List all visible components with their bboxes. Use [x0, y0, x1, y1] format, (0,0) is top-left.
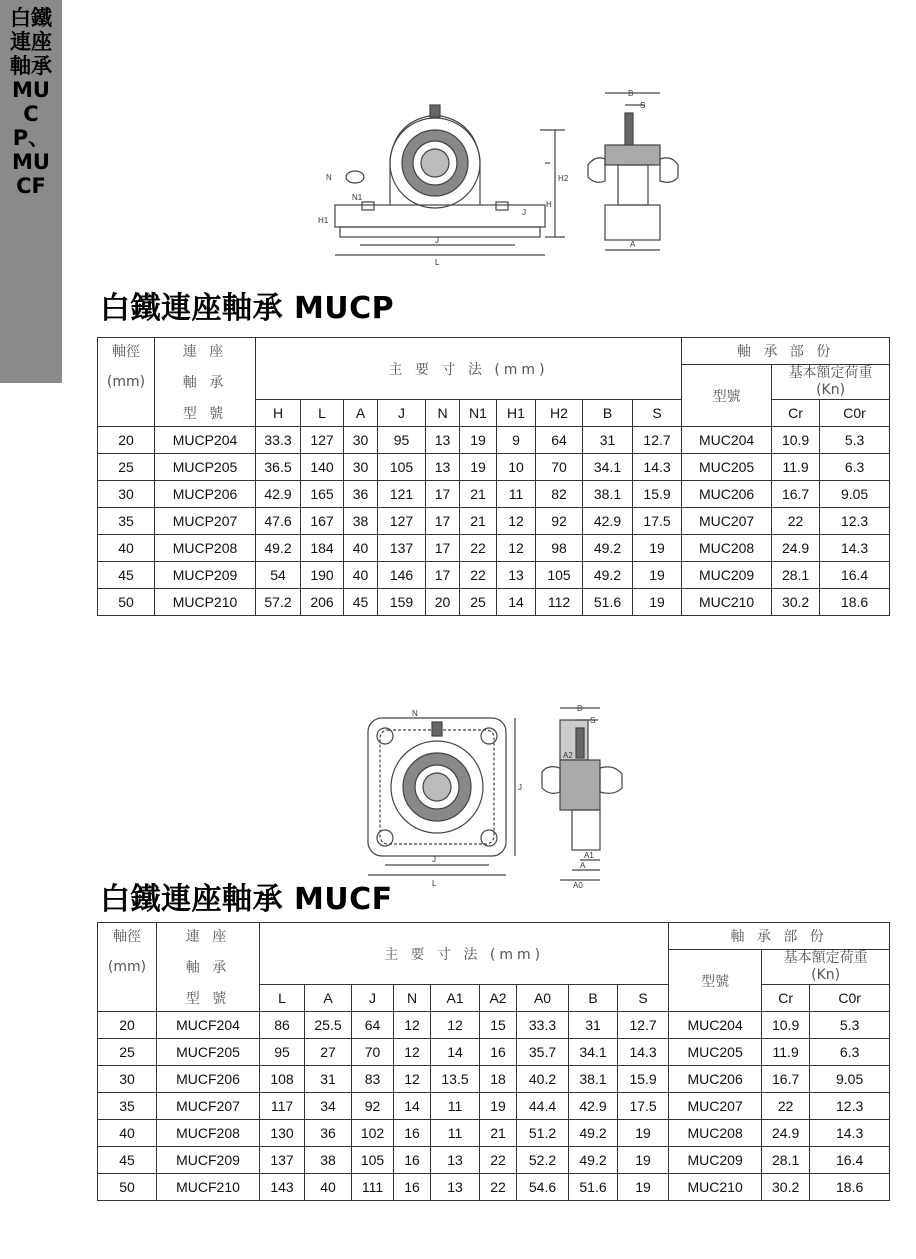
cell: 38 — [305, 1147, 352, 1174]
col-cr: Cr — [762, 985, 810, 1012]
cell: 12.7 — [633, 427, 682, 454]
cell: 14.3 — [820, 535, 890, 562]
cell: 19 — [480, 1093, 517, 1120]
cell: MUCP207 — [155, 508, 256, 535]
cell: 13 — [497, 562, 536, 589]
cell: MUCF207 — [157, 1093, 260, 1120]
cell: 11 — [431, 1093, 480, 1120]
col-s: S — [633, 400, 682, 427]
cell: 45 — [344, 589, 378, 616]
cell: 20 — [98, 1012, 157, 1039]
mucp-label-s: S — [640, 101, 646, 110]
cell: 127 — [378, 508, 426, 535]
mucp-label-a: A — [630, 240, 636, 249]
mucf-label-b: B — [577, 704, 583, 713]
cell: 49.2 — [583, 562, 633, 589]
cell: 10.9 — [762, 1012, 810, 1039]
mucf-label-s: S — [590, 716, 596, 725]
cell: 184 — [301, 535, 344, 562]
cell: 14 — [431, 1039, 480, 1066]
cell: 52.2 — [517, 1147, 569, 1174]
cell: 51.6 — [583, 589, 633, 616]
cell: 45 — [98, 1147, 157, 1174]
cell: 31 — [305, 1066, 352, 1093]
cell: MUC206 — [669, 1066, 762, 1093]
cell: 143 — [260, 1174, 305, 1201]
cell: 40 — [98, 1120, 157, 1147]
cell: 13 — [431, 1174, 480, 1201]
table-row — [98, 1093, 890, 1120]
cell: 9.05 — [820, 481, 890, 508]
cell: 127 — [301, 427, 344, 454]
cell: 22 — [772, 508, 820, 535]
mucf-label-l: L — [432, 879, 437, 888]
cell: 12.7 — [618, 1012, 669, 1039]
cell: 19 — [633, 589, 682, 616]
col-n1: N1 — [460, 400, 497, 427]
cell: MUCP204 — [155, 427, 256, 454]
col-l: L — [301, 400, 344, 427]
cell: 40 — [98, 535, 155, 562]
col-a: A — [344, 400, 378, 427]
cell: 51.2 — [517, 1120, 569, 1147]
cell: 112 — [536, 589, 583, 616]
cell: 44.4 — [517, 1093, 569, 1120]
cell: 6.3 — [820, 454, 890, 481]
table-row — [98, 1039, 890, 1066]
header-bearing-no: 型號 — [669, 950, 762, 1012]
cell: 20 — [426, 589, 460, 616]
cell: 11.9 — [772, 454, 820, 481]
cell: 17 — [426, 481, 460, 508]
cell: 15.9 — [633, 481, 682, 508]
cell: MUC209 — [682, 562, 772, 589]
mucp-spec-table — [97, 337, 890, 616]
cell: 12 — [394, 1039, 431, 1066]
cell: 18.6 — [810, 1174, 890, 1201]
cell: MUC205 — [682, 454, 772, 481]
cell: 35.7 — [517, 1039, 569, 1066]
cell: 22 — [480, 1174, 517, 1201]
cell: 31 — [569, 1012, 618, 1039]
cell: 82 — [536, 481, 583, 508]
cell: 5.3 — [810, 1012, 890, 1039]
cell: 16.7 — [772, 481, 820, 508]
load-rating-label: 基本額定荷重 — [783, 950, 868, 966]
cell: 14 — [497, 589, 536, 616]
mucf-label-a1: A1 — [584, 851, 594, 860]
cell: 28.1 — [772, 562, 820, 589]
cell: 105 — [536, 562, 583, 589]
cell: 19 — [460, 427, 497, 454]
cell: 17.5 — [633, 508, 682, 535]
header-unit: (mm) — [98, 365, 155, 400]
col-a: A — [305, 985, 352, 1012]
cell: 95 — [260, 1039, 305, 1066]
cell: 45 — [98, 562, 155, 589]
cell: 137 — [260, 1147, 305, 1174]
cell: MUCF206 — [157, 1066, 260, 1093]
cell: 42.9 — [583, 508, 633, 535]
cell: 40 — [344, 535, 378, 562]
cell: 5.3 — [820, 427, 890, 454]
header-model-l2: 軸 承 — [155, 365, 256, 400]
cell: 137 — [378, 535, 426, 562]
cell: MUCF210 — [157, 1174, 260, 1201]
cell: 24.9 — [762, 1120, 810, 1147]
cell: 108 — [260, 1066, 305, 1093]
cell: 20 — [98, 427, 155, 454]
table-row — [98, 562, 890, 589]
cell: 13 — [426, 427, 460, 454]
table-row — [98, 427, 890, 454]
cell: 38 — [344, 508, 378, 535]
cell: 35 — [98, 508, 155, 535]
cell: 38.1 — [569, 1066, 618, 1093]
cell: 16.4 — [810, 1147, 890, 1174]
cell: 27 — [305, 1039, 352, 1066]
side-tab — [0, 0, 62, 383]
col-n: N — [426, 400, 460, 427]
cell: 19 — [618, 1120, 669, 1147]
header-model-l1: 連 座 — [155, 338, 256, 365]
mucp-drawing — [300, 85, 690, 270]
cell: 11.9 — [762, 1039, 810, 1066]
cell: 95 — [378, 427, 426, 454]
col-b: B — [583, 400, 633, 427]
mucf-label-a2: A2 — [563, 751, 573, 760]
header-bearing-no: 型號 — [682, 365, 772, 427]
cell: MUCP206 — [155, 481, 256, 508]
cell: 105 — [352, 1147, 394, 1174]
cell: 33.3 — [256, 427, 301, 454]
cell: 17 — [426, 562, 460, 589]
cell: 30 — [98, 1066, 157, 1093]
cell: 102 — [352, 1120, 394, 1147]
cell: 14.3 — [618, 1039, 669, 1066]
cell: 165 — [301, 481, 344, 508]
cell: 40.2 — [517, 1066, 569, 1093]
cell: 16 — [394, 1120, 431, 1147]
cell: MUC204 — [682, 427, 772, 454]
cell: 206 — [301, 589, 344, 616]
cell: 30 — [344, 427, 378, 454]
cell: 117 — [260, 1093, 305, 1120]
cell: 111 — [352, 1174, 394, 1201]
cell: MUCF209 — [157, 1147, 260, 1174]
cell: 30 — [98, 481, 155, 508]
cell: 13 — [426, 454, 460, 481]
cell: 12 — [394, 1066, 431, 1093]
col-n: N — [394, 985, 431, 1012]
cell: 22 — [762, 1093, 810, 1120]
col-b: B — [569, 985, 618, 1012]
cell: 33.3 — [517, 1012, 569, 1039]
col-a0: A0 — [517, 985, 569, 1012]
table-row — [98, 1066, 890, 1093]
table-row — [98, 535, 890, 562]
col-a2: A2 — [480, 985, 517, 1012]
cell: 25.5 — [305, 1012, 352, 1039]
cell: 64 — [536, 427, 583, 454]
table-row — [98, 1120, 890, 1147]
table-row — [98, 1012, 890, 1039]
cell: 70 — [352, 1039, 394, 1066]
table-row — [98, 1174, 890, 1201]
cell: 34.1 — [569, 1039, 618, 1066]
cell: 12 — [497, 535, 536, 562]
cell: MUCP210 — [155, 589, 256, 616]
cell: 38.1 — [583, 481, 633, 508]
mucp-label-h1: H1 — [318, 216, 329, 225]
header-unit: (mm) — [98, 950, 157, 985]
cell: 22 — [460, 535, 497, 562]
cell: 11 — [431, 1120, 480, 1147]
mucp-label-n: N — [326, 173, 332, 182]
table-row — [98, 1147, 890, 1174]
cell: 25 — [98, 454, 155, 481]
cell: 19 — [618, 1174, 669, 1201]
cell: 16.7 — [762, 1066, 810, 1093]
cell: 167 — [301, 508, 344, 535]
cell: 42.9 — [569, 1093, 618, 1120]
cell: 19 — [633, 535, 682, 562]
cell: 25 — [460, 589, 497, 616]
cell: MUC205 — [669, 1039, 762, 1066]
cell: 22 — [480, 1147, 517, 1174]
cell: 42.9 — [256, 481, 301, 508]
cell: MUCP208 — [155, 535, 256, 562]
cell: MUC209 — [669, 1147, 762, 1174]
mucp-label-l: L — [435, 258, 440, 267]
cell: 54.6 — [517, 1174, 569, 1201]
mucp-label-j: J — [435, 236, 439, 245]
mucf-label-j: J — [432, 855, 436, 864]
header-shaft-dia: 軸徑 — [98, 923, 157, 950]
cell: 50 — [98, 589, 155, 616]
cell: 12.3 — [810, 1093, 890, 1120]
cell: 35 — [98, 1093, 157, 1120]
cell: 83 — [352, 1066, 394, 1093]
cell: 92 — [352, 1093, 394, 1120]
cell: 15 — [480, 1012, 517, 1039]
col-h2: H2 — [536, 400, 583, 427]
cell: MUC208 — [682, 535, 772, 562]
cell: 10.9 — [772, 427, 820, 454]
cell: 105 — [378, 454, 426, 481]
header-dims-title: 主 要 寸 法 (mm) — [256, 338, 682, 400]
cell: 49.2 — [583, 535, 633, 562]
cell: MUCF204 — [157, 1012, 260, 1039]
cell: 36 — [305, 1120, 352, 1147]
cell: 98 — [536, 535, 583, 562]
cell: MUC206 — [682, 481, 772, 508]
col-a1: A1 — [431, 985, 480, 1012]
cell: MUCP209 — [155, 562, 256, 589]
cell: 14.3 — [633, 454, 682, 481]
col-h: H — [256, 400, 301, 427]
cell: 16 — [480, 1039, 517, 1066]
cell: 6.3 — [810, 1039, 890, 1066]
header-model-l2: 軸 承 — [157, 950, 260, 985]
header-load-rating — [772, 365, 890, 400]
cell: 19 — [633, 562, 682, 589]
cell: 36 — [344, 481, 378, 508]
cell: 30.2 — [762, 1174, 810, 1201]
cell: 36.5 — [256, 454, 301, 481]
col-cr: Cr — [772, 400, 820, 427]
mucf-label-n: N — [412, 709, 418, 718]
cell: 17 — [426, 508, 460, 535]
cell: 12 — [497, 508, 536, 535]
cell: 40 — [305, 1174, 352, 1201]
header-dims-title: 主 要 寸 法 (mm) — [260, 923, 669, 985]
mucp-label-n1: N1 — [352, 193, 363, 202]
cell: 159 — [378, 589, 426, 616]
load-rating-unit: (Kn) — [811, 967, 841, 983]
cell: 57.2 — [256, 589, 301, 616]
cell: 12 — [431, 1012, 480, 1039]
cell: 16 — [394, 1174, 431, 1201]
cell: 51.6 — [569, 1174, 618, 1201]
load-rating-label: 基本額定荷重 — [788, 365, 873, 381]
mucf-drawing — [360, 700, 630, 890]
cell: MUCF208 — [157, 1120, 260, 1147]
cell: 10 — [497, 454, 536, 481]
cell: 16 — [394, 1147, 431, 1174]
mucp-title: 白鐵連座軸承 MUCP — [100, 291, 395, 326]
cell: 13.5 — [431, 1066, 480, 1093]
mucp-technical-drawing — [300, 85, 690, 270]
cell: 30.2 — [772, 589, 820, 616]
cell: 54 — [256, 562, 301, 589]
table-row — [98, 454, 890, 481]
cell: 17.5 — [618, 1093, 669, 1120]
header-model-l3: 型 號 — [155, 400, 256, 427]
mucf-label-a0: A0 — [573, 881, 583, 890]
cell: 17 — [426, 535, 460, 562]
cell: 30 — [344, 454, 378, 481]
cell: 31 — [583, 427, 633, 454]
col-h1: H1 — [497, 400, 536, 427]
cell: MUCP205 — [155, 454, 256, 481]
col-s: S — [618, 985, 669, 1012]
header-load-rating — [762, 950, 890, 985]
header-blank — [98, 985, 157, 1012]
table-row — [98, 589, 890, 616]
col-c0r: C0r — [810, 985, 890, 1012]
cell: 16.4 — [820, 562, 890, 589]
table-row — [98, 481, 890, 508]
mucf-title: 白鐵連座軸承 MUCF — [100, 882, 393, 917]
cell: MUC210 — [682, 589, 772, 616]
cell: 34.1 — [583, 454, 633, 481]
cell: 21 — [460, 481, 497, 508]
cell: MUC207 — [682, 508, 772, 535]
cell: 50 — [98, 1174, 157, 1201]
cell: 22 — [460, 562, 497, 589]
header-model-l3: 型 號 — [157, 985, 260, 1012]
cell: 19 — [618, 1147, 669, 1174]
cell: MUC204 — [669, 1012, 762, 1039]
cell: 49.2 — [256, 535, 301, 562]
header-bearing-part: 軸 承 部 份 — [669, 923, 890, 950]
cell: 12 — [394, 1012, 431, 1039]
cell: 14.3 — [810, 1120, 890, 1147]
cell: 146 — [378, 562, 426, 589]
cell: 11 — [497, 481, 536, 508]
cell: 18.6 — [820, 589, 890, 616]
cell: 15.9 — [618, 1066, 669, 1093]
cell: 18 — [480, 1066, 517, 1093]
header-shaft-dia: 軸徑 — [98, 338, 155, 365]
header-blank — [98, 400, 155, 427]
header-bearing-part: 軸 承 部 份 — [682, 338, 890, 365]
cell: 28.1 — [762, 1147, 810, 1174]
mucp-label-h: H — [546, 200, 552, 209]
col-l: L — [260, 985, 305, 1012]
col-j: J — [352, 985, 394, 1012]
cell: 92 — [536, 508, 583, 535]
cell: 13 — [431, 1147, 480, 1174]
cell: 49.2 — [569, 1120, 618, 1147]
cell: 70 — [536, 454, 583, 481]
cell: 86 — [260, 1012, 305, 1039]
cell: 34 — [305, 1093, 352, 1120]
cell: MUC208 — [669, 1120, 762, 1147]
mucp-label-h2: H2 — [558, 174, 569, 183]
cell: 190 — [301, 562, 344, 589]
col-c0r: C0r — [820, 400, 890, 427]
mucf-label-j-side: J — [518, 783, 522, 792]
cell: 14 — [394, 1093, 431, 1120]
cell: MUC207 — [669, 1093, 762, 1120]
cell: 49.2 — [569, 1147, 618, 1174]
cell: 21 — [480, 1120, 517, 1147]
cell: 19 — [460, 454, 497, 481]
cell: 121 — [378, 481, 426, 508]
cell: 140 — [301, 454, 344, 481]
cell: 21 — [460, 508, 497, 535]
mucf-technical-drawing — [360, 700, 630, 890]
cell: 40 — [344, 562, 378, 589]
cell: 24.9 — [772, 535, 820, 562]
mucf-label-a: A — [580, 861, 586, 870]
cell: 9.05 — [810, 1066, 890, 1093]
cell: MUCF205 — [157, 1039, 260, 1066]
cell: 12.3 — [820, 508, 890, 535]
cell: 130 — [260, 1120, 305, 1147]
mucp-label-b: B — [628, 89, 634, 98]
cell: 64 — [352, 1012, 394, 1039]
mucf-spec-table — [97, 922, 890, 1201]
cell: 9 — [497, 427, 536, 454]
side-tab-label: 白鐵連座軸承MUCP、MUCF — [10, 6, 52, 198]
load-rating-unit: (Kn) — [816, 382, 846, 398]
table-row — [98, 508, 890, 535]
header-model-l1: 連 座 — [157, 923, 260, 950]
mucp-label-j-side: J — [522, 208, 526, 217]
cell: 47.6 — [256, 508, 301, 535]
col-j: J — [378, 400, 426, 427]
cell: MUC210 — [669, 1174, 762, 1201]
cell: 25 — [98, 1039, 157, 1066]
